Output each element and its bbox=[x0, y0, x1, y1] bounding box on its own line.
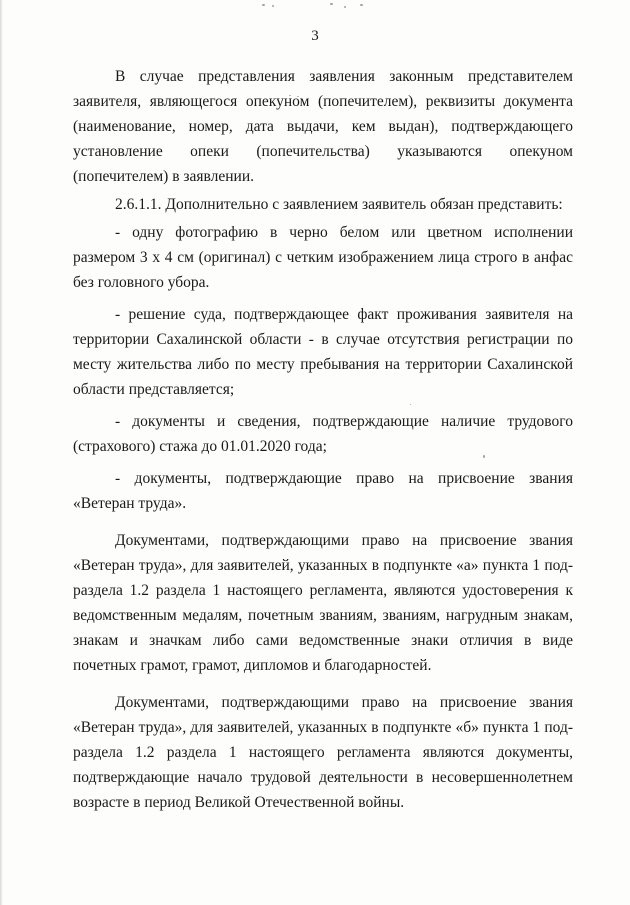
paragraph-documents-subparagraph-b: Документами, подтверждающими право на присвоение звания «Ветеран труда», для заявителей, указанных в подпункте «б» пункта 1 под-раздела 1.2 раздела 1 настоящего регламента являются документы, подтверждающие начало трудовой деятельности в несовершеннолетнем возрасте в период Великой Отечественной войны. bbox=[73, 694, 573, 811]
paragraph-2-6-1-1-heading: 2.6.1.1. Дополнительно с заявлением заявитель обязан представить: bbox=[115, 196, 563, 213]
scan-speck bbox=[262, 4, 265, 6]
list-item-work-experience: - документы и сведения, подтверждающие наличие трудового (страхового) стажа до 01.01.2020 года; bbox=[73, 413, 573, 455]
scan-speck bbox=[272, 5, 274, 7]
scan-left-edge bbox=[0, 0, 3, 905]
scan-speck bbox=[330, 3, 333, 5]
page-number: 3 bbox=[311, 28, 319, 44]
list-item-court-decision: - решение суда, подтверждающее факт проживания заявителя на территории Сахалинской области - в случае отсутствия регистрации по месту жительства либо по месту пребывания на территории Сахалинской области представляется; bbox=[73, 306, 573, 398]
document-body bbox=[73, 64, 573, 818]
paragraph-documents-subparagraph-a: Документами, подтверждающими право на присвоение звания «Ветеран труда», для заявителей, указанных в подпункте «а» пункта 1 под-раздела 1.2 раздела 1 настоящего регламента, являются удостоверения к ведомственным медалям, почетным званиям, званиям, нагрудным знакам, знакам и значкам либо сами ведомственные знаки отличия в виде почетных грамот, грамот, дипломов и благодарностей. bbox=[73, 532, 573, 674]
scan-speck bbox=[360, 4, 363, 6]
paragraph-guardian-representation: В случае представления заявления законным представителем заявителя, являющегося опекуном (попечителем), реквизиты документа (наименование, номер, дата выдачи, кем выдан), подтверждающего установление опеки (попечительства) указываются опекуном (попечителем) в заявлении. bbox=[73, 68, 573, 185]
list-item-photo: - одну фотографию в черно белом или цветном исполнении размером 3 х 4 см (оригинал) с четким изображением лица строго в анфас без головного убора. bbox=[73, 224, 573, 291]
list-item-veteran-right: - документы, подтверждающие право на присвоение звания «Ветеран труда». bbox=[73, 470, 573, 512]
scan-speck bbox=[344, 6, 346, 8]
